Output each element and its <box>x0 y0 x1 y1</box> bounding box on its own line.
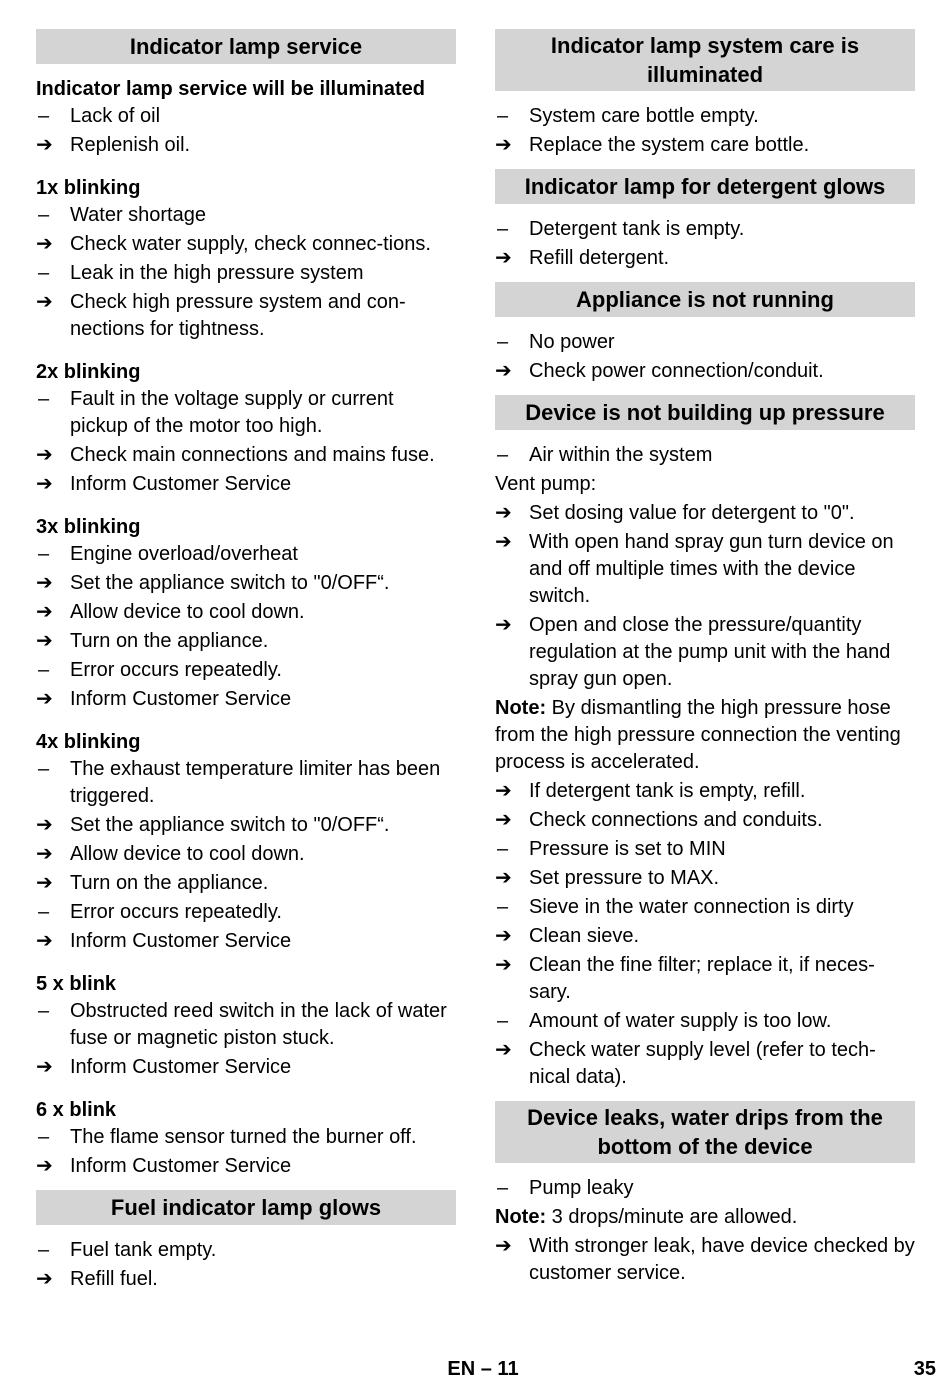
arrow-icon: ➔ <box>36 872 53 894</box>
subheading: 3x blinking <box>36 516 141 538</box>
remedy-item: ➔ Replenish oil. <box>36 132 456 159</box>
dash-marker: – <box>38 1239 50 1261</box>
dash-marker: – <box>38 543 50 565</box>
arrow-icon: ➔ <box>495 1235 512 1257</box>
arrow-icon: ➔ <box>36 930 53 952</box>
cause-item: – Amount of water supply is too low. <box>495 1008 915 1035</box>
subheading: 4x blinking <box>36 731 141 753</box>
arrow-icon: ➔ <box>495 531 512 553</box>
cause-item: – No power <box>495 329 915 356</box>
remedy-item: ➔ Inform Customer Service <box>36 686 456 713</box>
cause-item: – Lack of oil <box>36 103 456 130</box>
note-paragraph: Note: 3 drops/minute are allowed. <box>495 1206 798 1228</box>
arrow-icon: ➔ <box>495 954 512 976</box>
cause-item: – Fault in the voltage supply or current pickup of the motor too high. <box>38 388 394 437</box>
dash-marker: – <box>38 1126 50 1148</box>
remedy-item: ➔ Refill detergent. <box>495 245 915 272</box>
remedy-item: ➔ Set dosing value for detergent to "0". <box>495 500 915 527</box>
subheading: 5 x blink <box>36 973 117 995</box>
note-label: Note: <box>495 1206 547 1228</box>
remedy-item: ➔ Turn on the appliance. <box>36 628 456 655</box>
remedy-item: ➔ Inform Customer Service <box>36 928 456 955</box>
subheading: 1x blinking <box>36 177 141 199</box>
arrow-icon: ➔ <box>495 134 512 156</box>
remedy-item: ➔ Clean sieve. <box>495 923 915 950</box>
arrow-icon: ➔ <box>36 630 53 652</box>
arrow-icon: ➔ <box>495 614 512 636</box>
dash-marker: – <box>497 105 509 127</box>
remedy-item: ➔ Set the appliance switch to "0/OFF“. <box>36 812 456 839</box>
section-heading: Fuel indicator lamp glows <box>36 1190 456 1225</box>
dash-marker: – <box>497 838 509 860</box>
remedy-item: ➔ Check water supply, check connec-tions. <box>36 231 456 258</box>
remedy-item: ➔ Check high pressure system and con-nections for tightness. <box>36 291 406 340</box>
arrow-icon: ➔ <box>36 291 53 313</box>
section-heading: Device is not building up pressure <box>495 395 915 430</box>
section-heading: Indicator lamp for detergent glows <box>495 169 915 204</box>
remedy-item: ➔ Turn on the appliance. <box>36 870 456 897</box>
section-heading: Indicator lamp service <box>36 29 456 64</box>
arrow-icon: ➔ <box>36 233 53 255</box>
remedy-item: ➔ Allow device to cool down. <box>36 841 456 868</box>
dash-marker: – <box>38 1000 50 1022</box>
arrow-icon: ➔ <box>495 502 512 524</box>
remedy-item: ➔ Set the appliance switch to "0/OFF“. <box>36 570 456 597</box>
remedy-item: ➔ Check power connection/conduit. <box>495 358 915 385</box>
paragraph: Vent pump: <box>495 473 597 495</box>
arrow-icon: ➔ <box>36 1056 53 1078</box>
dash-marker: – <box>38 901 50 923</box>
arrow-icon: ➔ <box>495 809 512 831</box>
dash-marker: – <box>497 896 509 918</box>
remedy-item: ➔ Clean the fine filter; replace it, if neces-sary. <box>495 954 875 1003</box>
dash-marker: – <box>38 659 50 681</box>
remedy-item: ➔ Check main connections and mains fuse. <box>36 442 456 469</box>
left-column <box>36 29 456 1295</box>
cause-item: – Air within the system <box>495 442 915 469</box>
cause-item: – Error occurs repeatedly. <box>36 657 456 684</box>
remedy-item: ➔ Allow device to cool down. <box>36 599 456 626</box>
remedy-item: ➔ Replace the system care bottle. <box>495 132 915 159</box>
arrow-icon: ➔ <box>36 134 53 156</box>
remedy-item: ➔ With open hand spray gun turn device on and off multiple times with the device switch. <box>495 531 894 607</box>
cause-item: – System care bottle empty. <box>495 103 915 130</box>
section-heading: Appliance is not running <box>495 282 915 317</box>
remedy-item: ➔ Inform Customer Service <box>36 1054 456 1081</box>
right-column <box>495 29 915 1289</box>
dash-marker: – <box>497 444 509 466</box>
arrow-icon: ➔ <box>36 1268 53 1290</box>
remedy-item: ➔ If detergent tank is empty, refill. <box>495 778 915 805</box>
arrow-icon: ➔ <box>36 473 53 495</box>
remedy-item: ➔ Check water supply level (refer to tech-nical data). <box>495 1039 876 1088</box>
arrow-icon: ➔ <box>36 444 53 466</box>
dash-marker: – <box>497 218 509 240</box>
note-paragraph: Note: By dismantling the high pressure hose from the high pressure connection the venting process is accelerated. <box>495 697 901 773</box>
section-heading: Indicator lamp system care is illuminated <box>495 29 915 91</box>
cause-item: – Obstructed reed switch in the lack of water fuse or magnetic piston stuck. <box>38 1000 447 1049</box>
arrow-icon: ➔ <box>495 780 512 802</box>
arrow-icon: ➔ <box>36 843 53 865</box>
dash-marker: – <box>38 262 50 284</box>
dash-marker: – <box>38 105 50 127</box>
arrow-icon: ➔ <box>36 688 53 710</box>
cause-item: – Water shortage <box>36 202 456 229</box>
cause-item: – The flame sensor turned the burner off. <box>36 1124 456 1151</box>
arrow-icon: ➔ <box>495 247 512 269</box>
remedy-item: ➔ Inform Customer Service <box>36 471 456 498</box>
arrow-icon: ➔ <box>495 360 512 382</box>
cause-item: – Fuel tank empty. <box>36 1237 456 1264</box>
arrow-icon: ➔ <box>36 601 53 623</box>
dash-marker: – <box>497 1177 509 1199</box>
arrow-icon: ➔ <box>36 814 53 836</box>
arrow-icon: ➔ <box>495 1039 512 1061</box>
subheading: 2x blinking <box>36 361 141 383</box>
cause-item: – Detergent tank is empty. <box>495 216 915 243</box>
dash-marker: – <box>497 331 509 353</box>
arrow-icon: ➔ <box>36 1155 53 1177</box>
cause-item: – Error occurs repeatedly. <box>36 899 456 926</box>
remedy-item: ➔ With stronger leak, have device checked by customer service. <box>495 1235 915 1284</box>
cause-item: – Pressure is set to MIN <box>495 836 915 863</box>
dash-marker: – <box>38 388 50 410</box>
page-footer-label: EN – 11 <box>447 1358 519 1380</box>
cause-item: – Engine overload/overheat <box>36 541 456 568</box>
section-heading: Device leaks, water drips from the bottom of the device <box>495 1101 915 1163</box>
arrow-icon: ➔ <box>495 867 512 889</box>
arrow-icon: ➔ <box>36 572 53 594</box>
cause-item: – The exhaust temperature limiter has been triggered. <box>38 758 441 807</box>
cause-item: – Pump leaky <box>495 1175 915 1202</box>
note-label: Note: <box>495 697 547 719</box>
dash-marker: – <box>38 758 50 780</box>
page-number: 35 <box>913 1358 936 1380</box>
remedy-item: ➔ Set pressure to MAX. <box>495 865 915 892</box>
cause-item: – Leak in the high pressure system <box>36 260 456 287</box>
dash-marker: – <box>38 204 50 226</box>
arrow-icon: ➔ <box>495 925 512 947</box>
remedy-item: ➔ Open and close the pressure/quantity regulation at the pump unit with the hand spray gun open. <box>495 614 891 690</box>
subheading: Indicator lamp service will be illuminated <box>36 78 426 100</box>
remedy-item: ➔ Refill fuel. <box>36 1266 456 1293</box>
subheading: 6 x blink <box>36 1099 117 1121</box>
remedy-item: ➔ Inform Customer Service <box>36 1153 456 1180</box>
dash-marker: – <box>497 1010 509 1032</box>
remedy-item: ➔ Check connections and conduits. <box>495 807 915 834</box>
cause-item: – Sieve in the water connection is dirty <box>495 894 915 921</box>
